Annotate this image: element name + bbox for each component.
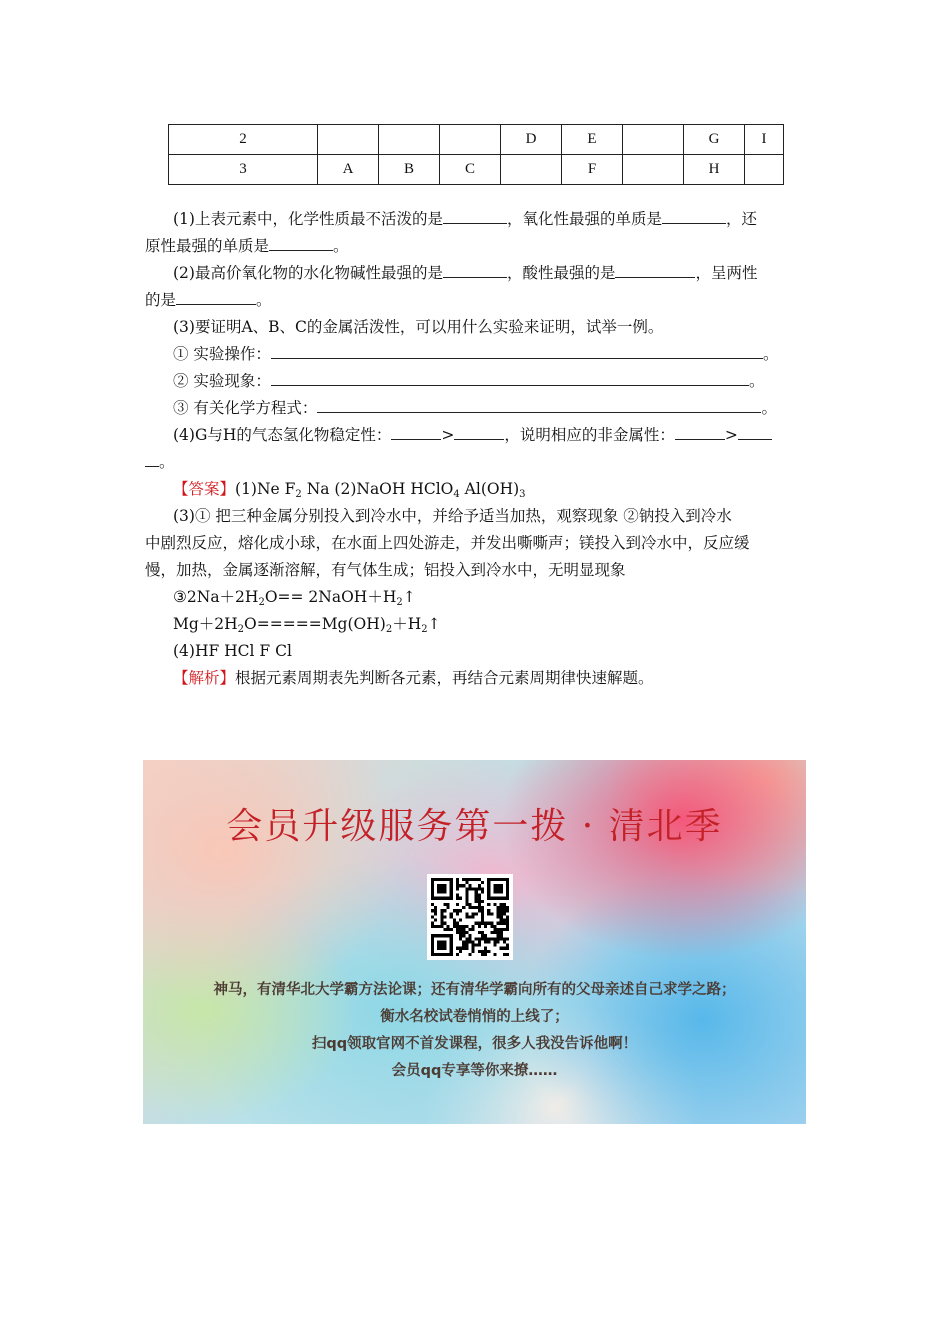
question-3-phenomenon bbox=[145, 368, 807, 395]
element-cell bbox=[318, 125, 379, 155]
answer-blank bbox=[145, 451, 159, 467]
subscript: 2 bbox=[295, 489, 302, 500]
qr-code-icon[interactable] bbox=[427, 874, 513, 960]
subscript: 3 bbox=[519, 489, 526, 500]
question-text: ，呈两性 bbox=[695, 264, 758, 282]
answer-text: 中剧烈反应，熔化成小球，在水面上四处游走，并发出嘶嘶声；镁投入到冷水中，反应缓 bbox=[145, 534, 750, 552]
element-cell bbox=[623, 155, 684, 185]
element-cell bbox=[623, 125, 684, 155]
answer-blank bbox=[269, 235, 333, 251]
answer-line-4 bbox=[145, 638, 807, 665]
answer-label: 【答案】 bbox=[173, 480, 236, 498]
subscript: 2 bbox=[385, 624, 393, 635]
question-text: ① 实验操作： bbox=[173, 345, 271, 363]
question-text: ，氧化性最强的单质是 bbox=[506, 210, 662, 228]
question-text: (2)最高价氧化物的水化物碱性最强的是 bbox=[173, 264, 443, 282]
question-text: ，酸性最强的是 bbox=[506, 264, 616, 282]
answer-blank bbox=[176, 289, 256, 305]
subscript: 2 bbox=[421, 624, 428, 635]
analysis-line bbox=[145, 665, 807, 692]
answer-blank bbox=[662, 208, 726, 224]
answer-text: Mg＋2H bbox=[173, 615, 238, 633]
answer-text: ③2Na＋2H bbox=[173, 588, 259, 606]
question-1-line-2 bbox=[145, 233, 807, 260]
question-4-line-2 bbox=[145, 449, 807, 476]
analysis-label: 【解析】 bbox=[173, 669, 236, 687]
question-text: 。 bbox=[256, 291, 272, 309]
answer-text: (3)① 把三种金属分别投入到冷水中，并给予适当加热，观察现象 ②钠投入到冷水 bbox=[173, 507, 732, 525]
answer-line-3b bbox=[145, 530, 807, 557]
question-block bbox=[145, 206, 807, 692]
question-text: (1)上表元素中，化学性质最不活泼的是 bbox=[173, 210, 443, 228]
answer-blank bbox=[454, 424, 504, 440]
question-text: ，说明相应的非金属性： bbox=[504, 426, 675, 444]
promo-banner[interactable] bbox=[143, 760, 806, 1124]
question-text: ② 实验现象： bbox=[173, 372, 271, 390]
answer-text: 慢，加热，金属逐渐溶解，有气体生成；铝投入到冷水中，无明显现象 bbox=[145, 561, 626, 579]
answer-text: O=====Mg(OH) bbox=[244, 615, 386, 633]
question-text: ，还 bbox=[725, 210, 757, 228]
element-cell: F bbox=[562, 155, 623, 185]
answer-blank bbox=[391, 424, 441, 440]
periodic-table bbox=[168, 124, 784, 185]
element-cell: G bbox=[684, 125, 745, 155]
element-cell: C bbox=[440, 155, 501, 185]
question-text: 。 bbox=[761, 399, 777, 417]
period-cell: 2 bbox=[169, 125, 318, 155]
table-row bbox=[169, 155, 784, 185]
question-1-line-1 bbox=[145, 206, 807, 233]
element-cell bbox=[379, 125, 440, 155]
question-text: 的是 bbox=[145, 291, 177, 309]
answer-text: Na (2)NaOH HClO bbox=[301, 480, 454, 498]
answer-blank bbox=[271, 343, 763, 359]
question-text: (4)G与H的气态氢化物稳定性： bbox=[173, 426, 392, 444]
question-text: ③ 有关化学方程式： bbox=[173, 399, 318, 417]
element-cell bbox=[440, 125, 501, 155]
question-text: 原性最强的单质是 bbox=[145, 237, 270, 255]
subscript: 2 bbox=[396, 597, 403, 608]
question-2-line-1 bbox=[145, 260, 807, 287]
question-text: 。 bbox=[333, 237, 349, 255]
question-3-operation bbox=[145, 341, 807, 368]
answer-text: (1)Ne F bbox=[235, 480, 296, 498]
subscript: 2 bbox=[258, 597, 265, 608]
question-text: > bbox=[724, 426, 738, 444]
banner-line: 会员qq专享等你来撩…… bbox=[391, 1063, 558, 1079]
question-text: > bbox=[441, 426, 455, 444]
answer-text: ＋H bbox=[392, 615, 422, 633]
subscript: 2 bbox=[237, 624, 245, 635]
answer-equation-2 bbox=[145, 611, 807, 638]
answer-blank bbox=[443, 208, 507, 224]
answer-blank bbox=[443, 262, 507, 278]
question-text: 。 bbox=[748, 372, 765, 390]
answer-blank bbox=[615, 262, 695, 278]
element-cell: D bbox=[501, 125, 562, 155]
answer-text: ↑ bbox=[402, 588, 416, 606]
element-cell bbox=[501, 155, 562, 185]
answer-text: Al(OH) bbox=[459, 480, 520, 498]
question-text: 。 bbox=[159, 453, 175, 471]
period-cell: 3 bbox=[169, 155, 318, 185]
banner-line: 扫qq领取官网不首发课程，很多人我没告诉他啊！ bbox=[311, 1036, 638, 1052]
banner-title: 会员升级服务第一拨 · 清北季 bbox=[226, 806, 723, 847]
banner-text bbox=[143, 977, 806, 1085]
table-row bbox=[169, 125, 784, 155]
element-cell: E bbox=[562, 125, 623, 155]
answer-blank bbox=[317, 397, 761, 413]
element-cell: B bbox=[379, 155, 440, 185]
answer-text: O== 2NaOH＋H bbox=[264, 588, 397, 606]
subscript: 4 bbox=[453, 489, 460, 500]
answer-blank bbox=[675, 424, 725, 440]
analysis-text: 根据元素周期表先判断各元素，再结合元素周期律快速解题。 bbox=[235, 669, 654, 687]
question-3-intro bbox=[145, 314, 807, 341]
element-cell: H bbox=[684, 155, 745, 185]
element-cell: I bbox=[745, 125, 784, 155]
answer-blank bbox=[738, 424, 772, 440]
question-text: 。 bbox=[762, 345, 779, 363]
banner-line: 神马，有清华北大学霸方法论课；还有清华学霸向所有的父母亲述自己求学之路； bbox=[213, 982, 736, 998]
element-cell bbox=[745, 155, 784, 185]
answer-text: (4)HF HCl F Cl bbox=[173, 642, 292, 660]
element-cell: A bbox=[318, 155, 379, 185]
question-2-line-2 bbox=[145, 287, 807, 314]
answer-equation-1 bbox=[145, 584, 807, 611]
answer-blank bbox=[271, 370, 749, 386]
answer-line-3c bbox=[145, 557, 807, 584]
question-text: (3)要证明A、B、C的金属活泼性，可以用什么实验来证明，试举一例。 bbox=[173, 318, 664, 336]
answer-text: ↑ bbox=[427, 615, 441, 633]
question-3-equation bbox=[145, 395, 807, 422]
answer-line-3a bbox=[145, 503, 807, 530]
question-4-line-1 bbox=[145, 422, 807, 449]
answer-line-1 bbox=[145, 476, 807, 503]
banner-line: 衡水名校试卷悄悄的上线了； bbox=[380, 1009, 569, 1025]
